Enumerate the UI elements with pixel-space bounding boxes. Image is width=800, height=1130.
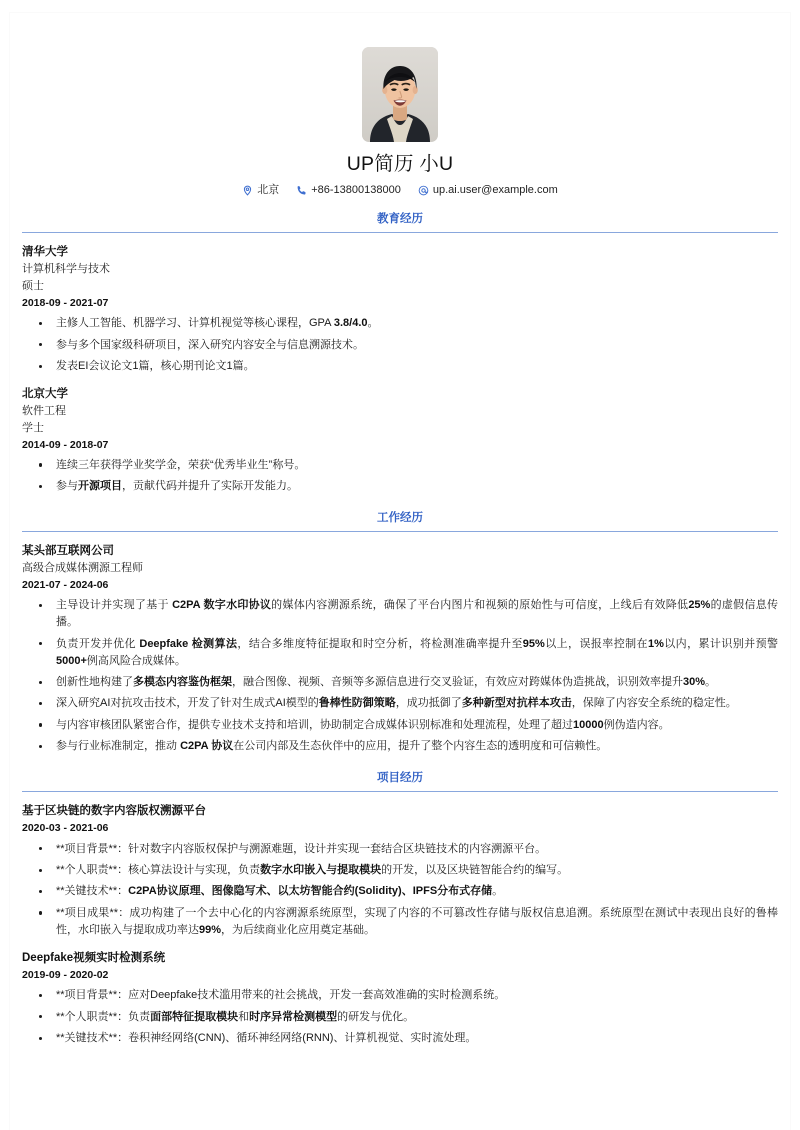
contact-phone (296, 185, 401, 196)
bullet-text: 主导设计并实现了基于 C2PA 数字水印协议的媒体内容溯源系统，确保了平台内图片和视频的原始性与可信度，上线后有效降低25%的虚假信息传播。 (56, 599, 778, 629)
resume-entry (22, 803, 778, 939)
entry-organization: Deepfake视频实时检测系统 (22, 951, 166, 964)
resume-sections (22, 213, 778, 1047)
entry-date-range: 2021-07 - 2024-06 (22, 579, 109, 592)
bullet-dot-icon (39, 485, 42, 488)
entry-subtitle: 计算机科学与技术 (22, 263, 110, 276)
bullet-text: **个人职责**：核心算法设计与实现，负责数字水印嵌入与提取模块的开发，以及区块链智能合约的编写。 (56, 864, 569, 877)
entry-organization: 某头部互联网公司 (22, 545, 114, 558)
bullet-text: 负责开发并优化 Deepfake 检测算法，结合多维度特征提取和时空分析，将检测准确率提升至95%以上，误报率控制在1%以内，累计识别并预警5000+例高风险合成媒体。 (56, 637, 778, 667)
section (22, 512, 778, 755)
resume-entry (22, 543, 778, 755)
bullet-text: 参与开源项目，贡献代码并提升了实际开发能力。 (56, 480, 298, 493)
bullet-text: 深入研究AI对抗攻击技术，开发了针对生成式AI模型的鲁棒性防御策略，成功抵御了多种新型对抗样本攻击，保障了内容安全系统的稳定性。 (56, 697, 737, 710)
section-title: 教育经历 (377, 213, 423, 226)
bullet-text: **关键技术**：卷积神经网络(CNN)、循环神经网络(RNN)、计算机视觉、实时流处理。 (56, 1032, 477, 1045)
bullet-dot-icon (39, 847, 42, 850)
bullet-dot-icon (39, 343, 42, 346)
bullet-list (22, 597, 778, 755)
bullet-item (22, 597, 778, 631)
bullet-text: 创新性地构建了多模态内容鉴伪框架，融合图像、视频、音频等多源信息进行交叉验证，有效应对跨媒体伪造挑战，识别效率提升30%。 (56, 676, 717, 689)
bullet-item (22, 478, 778, 495)
bullet-item (22, 315, 778, 332)
entry-organization: 北京大学 (22, 387, 68, 400)
phone-icon (296, 185, 307, 196)
bullet-item (22, 883, 778, 900)
bullet-text: **个人职责**：负责面部特征提取模块和时序异常检测模型的研发与优化。 (56, 1010, 415, 1023)
bullet-item (22, 457, 778, 474)
email-icon (418, 185, 429, 196)
bullet-item (22, 862, 778, 879)
entry-subtitle: 高级合成媒体溯源工程师 (22, 562, 143, 575)
entry-degree: 学士 (22, 421, 44, 434)
contact-row (22, 185, 778, 196)
bullet-item (22, 337, 778, 354)
section-divider (22, 791, 778, 792)
bullet-item (22, 987, 778, 1004)
bullet-item (22, 358, 778, 375)
bullet-item (22, 841, 778, 858)
bullet-text: 参与多个国家级科研项目，深入研究内容安全与信息溯源技术。 (56, 338, 364, 351)
person-name: UP简历 小U (346, 153, 454, 175)
bullet-item (22, 717, 778, 734)
bullet-list (22, 457, 778, 495)
bullet-text: 发表EI会议论文1篇，核心期刊论文1篇。 (56, 360, 255, 372)
contact-email-text: up.ai.user@example.com (432, 184, 558, 197)
entry-date-range: 2019-09 - 2020-02 (22, 969, 109, 982)
bullet-dot-icon (39, 604, 42, 607)
bullet-dot-icon (39, 463, 42, 466)
entry-subtitle: 软件工程 (22, 405, 66, 418)
resume-header (22, 0, 778, 196)
bullet-dot-icon (39, 322, 42, 325)
contact-location-text: 北京 (257, 184, 280, 197)
resume-entry (22, 386, 778, 495)
section-title: 项目经历 (377, 772, 423, 785)
bullet-dot-icon (39, 702, 42, 705)
bullet-list (22, 315, 778, 375)
bullet-dot-icon (39, 642, 42, 645)
section-divider (22, 531, 778, 532)
bullet-item (22, 1030, 778, 1047)
section-title: 工作经历 (377, 512, 423, 525)
section (22, 213, 778, 495)
entry-date-range: 2020-03 - 2021-06 (22, 822, 109, 835)
bullet-text: **项目成果**：成功构建了一个去中心化的内容溯源系统原型，实现了内容的不可篡改性存储与版权信息追溯。系统原型在测试中表现出良好的鲁棒性，水印嵌入与提取成功率达99%，为后续商业化应用奠定基础。 (56, 906, 778, 936)
bullet-list (22, 987, 778, 1047)
bullet-item (22, 636, 778, 670)
bullet-text: **关键技术**：C2PA协议原理、图像隐写术、以太坊智能合约(Solidity)、IPFS分布式存储。 (56, 885, 504, 898)
section (22, 772, 778, 1047)
bullet-text: **项目背景**：针对数字内容版权保护与溯源难题，设计并实现一套结合区块链技术的内容溯源平台。 (56, 842, 547, 855)
entry-organization: 清华大学 (22, 246, 68, 259)
bullet-item (22, 674, 778, 691)
contact-location (242, 185, 279, 196)
bullet-text: 参与行业标准制定，推动 C2PA 协议在公司内部及生态伙伴中的应用，提升了整个内容生态的透明度和可信赖性。 (56, 740, 608, 753)
resume-entry (22, 950, 778, 1047)
bullet-dot-icon (39, 869, 42, 872)
bullet-item (22, 695, 778, 712)
bullet-text: 与内容审核团队紧密合作，提供专业技术支持和培训，协助制定合成媒体识别标准和处理流程，处理了超过10000例伪造内容。 (56, 718, 670, 731)
bullet-text: 连续三年获得学业奖学金，荣获“优秀毕业生”称号。 (56, 458, 306, 471)
location-pin-icon (242, 185, 253, 196)
bullet-dot-icon (39, 911, 42, 914)
entry-date-range: 2014-09 - 2018-07 (22, 438, 109, 451)
section-divider (22, 232, 778, 233)
bullet-item (22, 905, 778, 939)
resume-entry (22, 244, 778, 375)
bullet-dot-icon (39, 1015, 42, 1018)
bullet-list (22, 841, 778, 939)
contact-phone-text: +86-13800138000 (311, 184, 401, 197)
entry-date-range: 2018-09 - 2021-07 (22, 296, 109, 309)
portrait-photo (362, 47, 438, 142)
bullet-dot-icon (39, 890, 42, 893)
contact-email (418, 185, 558, 196)
bullet-dot-icon (39, 723, 42, 726)
bullet-dot-icon (39, 994, 42, 997)
entry-organization: 基于区块链的数字内容版权溯源平台 (22, 805, 206, 818)
bullet-dot-icon (39, 365, 42, 368)
bullet-dot-icon (39, 745, 42, 748)
bullet-text: **项目背景**：应对Deepfake技术滥用带来的社会挑战，开发一套高效准确的实时检测系统。 (56, 989, 506, 1002)
bullet-item (22, 738, 778, 755)
bullet-item (22, 1009, 778, 1026)
bullet-dot-icon (39, 1037, 42, 1040)
bullet-text: 主修人工智能、机器学习、计算机视觉等核心课程，GPA 3.8/4.0。 (56, 317, 379, 330)
entry-degree: 硕士 (22, 280, 44, 293)
bullet-dot-icon (39, 681, 42, 684)
